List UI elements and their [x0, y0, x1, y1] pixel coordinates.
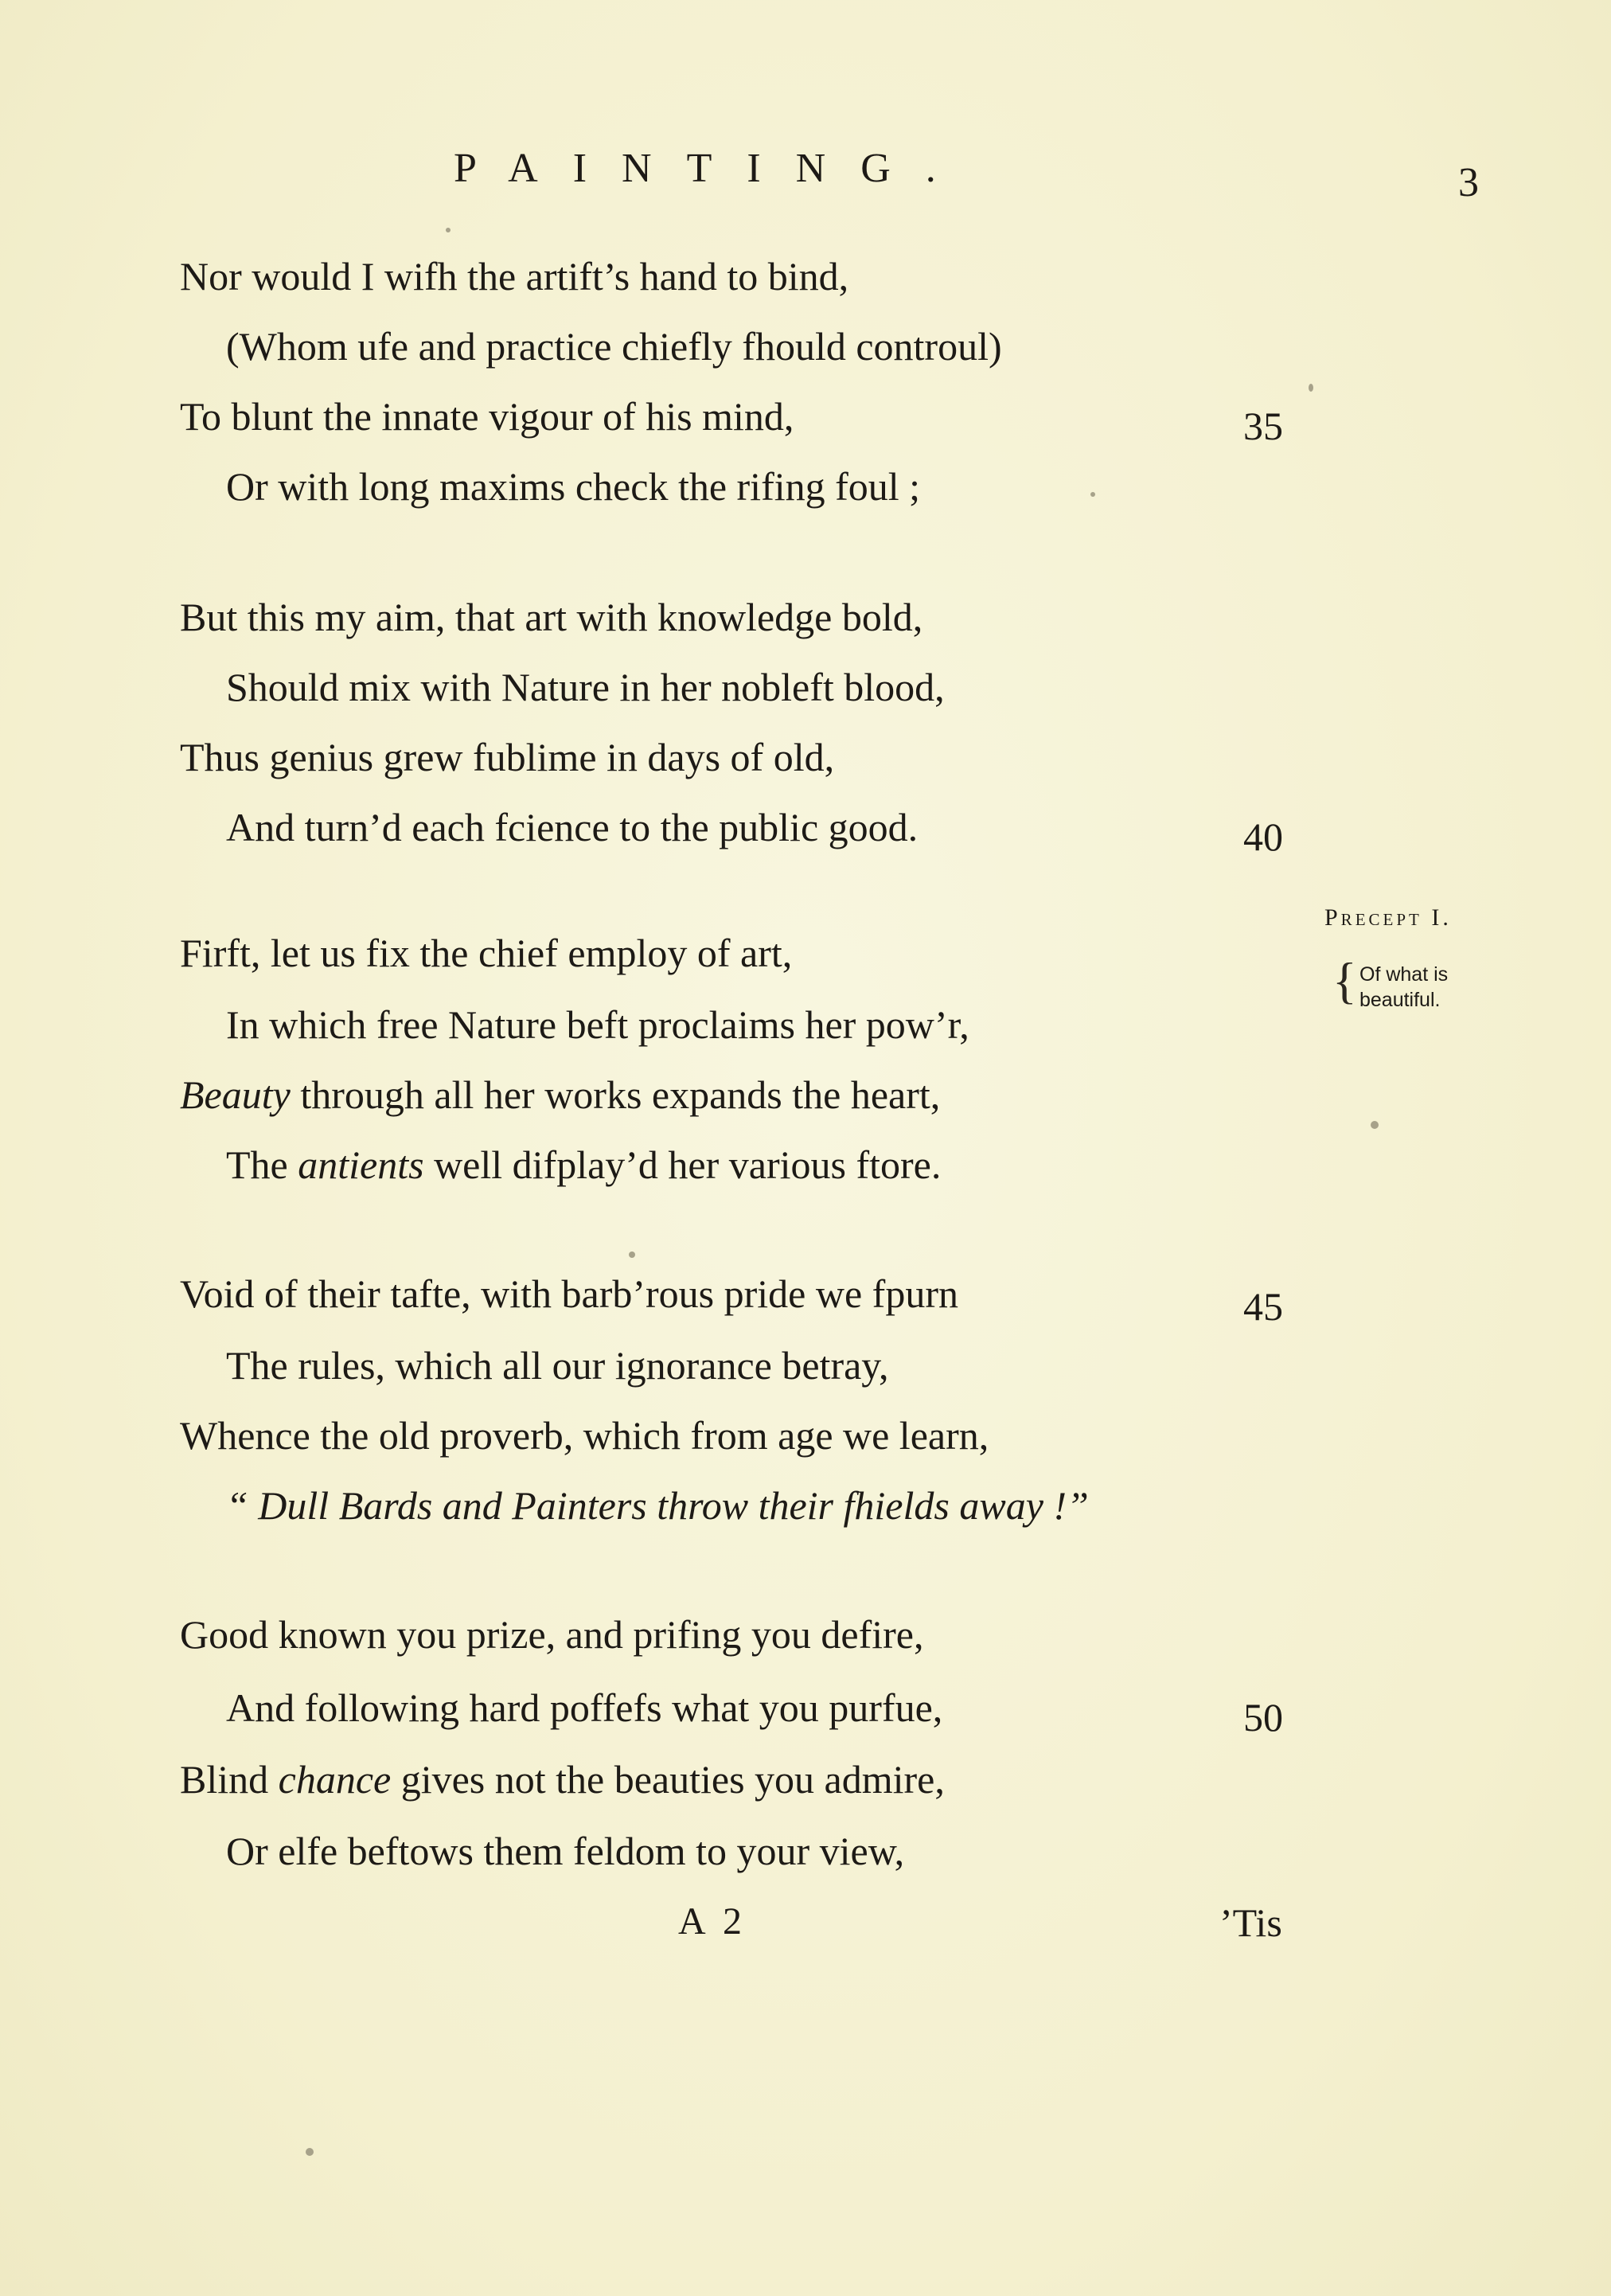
italic-quote: “ Dull Bards and Painters throw their fhields away !” [226, 1483, 1089, 1528]
verse-line: The rules, which all our ignorance betray, [226, 1343, 889, 1388]
verse-line [226, 1142, 942, 1187]
paper-speck [1371, 1121, 1379, 1129]
line-number: 40 [1243, 814, 1283, 859]
margin-gloss-line: beautiful. [1359, 989, 1441, 1011]
verse-line: In which free Nature beft proclaims her pow’r, [226, 1002, 969, 1047]
verse-line [180, 1757, 945, 1802]
margin-gloss [1359, 962, 1503, 1013]
verse-line: And following hard poffefs what you purfue, [226, 1685, 943, 1730]
line-number: 35 [1243, 404, 1283, 448]
verse-line: And turn’d each fcience to the public good. [226, 805, 919, 849]
verse-line: Or elfe beftows them feldom to your view, [226, 1829, 905, 1873]
italic-word: Beauty [180, 1072, 291, 1117]
verse-line: Firft, let us fix the chief employ of art, [180, 931, 793, 975]
running-title: PAINTING. [454, 146, 971, 191]
paper-speck [1309, 384, 1313, 392]
verse-line-start: The [226, 1142, 298, 1187]
verse-line: Good known you prize, and prifing you defire, [180, 1612, 924, 1657]
verse-line: Void of their tafte, with barb’rous pride we fpurn [180, 1271, 958, 1316]
margin-gloss-line: Of what is [1359, 963, 1449, 986]
paper-speck [1090, 492, 1095, 497]
verse-line: Should mix with Nature in her nobleft blood, [226, 665, 945, 709]
verse-line: Or with long maxims check the rifing foul ; [226, 464, 921, 509]
verse-line [180, 1072, 941, 1117]
verse-line-rest: gives not the beauties you admire, [391, 1757, 945, 1802]
signature-mark: A 2 [678, 1900, 747, 1943]
verse-line: To blunt the innate vigour of his mind, [180, 394, 794, 439]
italic-word: antients [298, 1142, 424, 1187]
line-number: 45 [1243, 1284, 1283, 1329]
verse-line: Thus genius grew fublime in days of old, [180, 735, 835, 779]
verse-line [226, 1483, 1089, 1528]
verse-line-start: Blind [180, 1757, 279, 1802]
verse-line: (Whom ufe and practice chiefly fhould controul) [226, 324, 1002, 369]
italic-word: chance [278, 1757, 392, 1802]
catchword: ’Tis [1219, 1900, 1282, 1945]
paper-speck [629, 1251, 635, 1258]
brace-icon: { [1332, 952, 1357, 1009]
line-number: 50 [1243, 1695, 1283, 1740]
page-number: 3 [1458, 160, 1479, 205]
verse-line-rest: through all her works expands the heart, [290, 1072, 941, 1117]
verse-line: But this my aim, that art with knowledge bold, [180, 595, 923, 639]
verse-line: Nor would I wifh the artift’s hand to bind, [180, 254, 849, 299]
paper-speck [306, 2148, 314, 2156]
verse-line-rest: well difplay’d her various ftore. [423, 1142, 942, 1187]
margin-heading: Precept I. [1324, 904, 1452, 931]
verse-line: Whence the old proverb, which from age we learn, [180, 1413, 989, 1458]
paper-speck [446, 228, 451, 232]
